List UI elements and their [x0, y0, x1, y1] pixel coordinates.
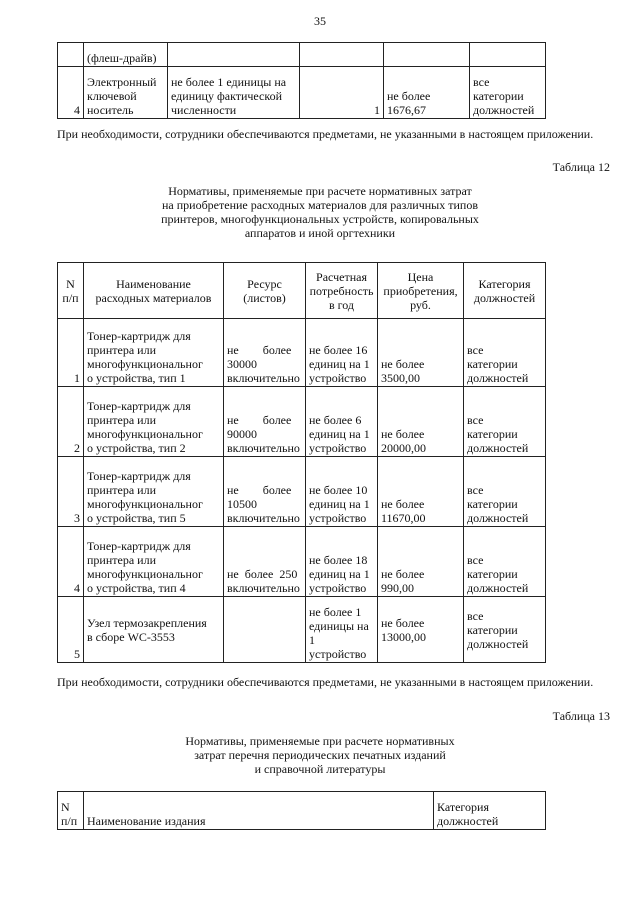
table-cell-resource: не более 90000 включительно [224, 387, 306, 457]
table-cell-category: все категории должностей [464, 387, 546, 457]
row-number: 1 [58, 319, 84, 387]
table-cell-name: Узел термозакрепления в сборе WC-3553 [84, 597, 224, 663]
row-number: 4 [58, 67, 84, 119]
table-cell-name: Тонер-картридж для принтера или многофункциональног о устройства, тип 5 [84, 457, 224, 527]
table-cell-need: не более 16 единиц на 1 устройство [306, 319, 378, 387]
table-cell-category: все категории должностей [464, 597, 546, 663]
table-row [58, 597, 546, 663]
table-cell-norm: не более 1 единицы на единицу фактической численности [168, 67, 300, 119]
table-row [58, 43, 546, 67]
table-12-label: Таблица 12 [552, 160, 610, 174]
table-header-row [58, 263, 546, 319]
table-row [58, 457, 546, 527]
note-paragraph: При необходимости, сотрудники обеспечиваются предметами, не указанными в настоящем приложении. [57, 127, 594, 141]
table-cell-price: не более 13000,00 [378, 597, 464, 663]
page-number: 35 [314, 14, 326, 28]
table-header-row [58, 792, 546, 830]
table-12 [57, 262, 546, 663]
table-cell-resource: не более 30000 включительно [224, 319, 306, 387]
table-cell-need: не более 1 единицы на 1 устройство [306, 597, 378, 663]
table-cell-price: не более 990,00 [378, 527, 464, 597]
table-cell-category: все категории должностей [464, 319, 546, 387]
row-number: 5 [58, 597, 84, 663]
table-cell-price: не более 1676,67 [384, 67, 470, 119]
table-cell-price: не более 11670,00 [378, 457, 464, 527]
header-price: Цена приобретения, руб. [378, 263, 464, 319]
table-cell-category: все категории должностей [464, 457, 546, 527]
header-category: Категория должностей [464, 263, 546, 319]
table-cell-need: не более 6 единиц на 1 устройство [306, 387, 378, 457]
row-number: 2 [58, 387, 84, 457]
table-row [58, 67, 546, 119]
table-cell-name: Тонер-картридж для принтера или многофункциональног о устройства, тип 2 [84, 387, 224, 457]
row-number: 3 [58, 457, 84, 527]
table-13-title: Нормативы, применяемые при расчете нормативных затрат перечня периодических печатных изданий и справочной литературы [185, 734, 455, 776]
header-num: N п/п [58, 792, 84, 830]
table-13 [57, 791, 546, 830]
table-row [58, 387, 546, 457]
table-cell-name: Электронный ключевой носитель [84, 67, 168, 119]
header-category: Категория должностей [434, 792, 546, 830]
table-row [58, 527, 546, 597]
table-cell-category: все категории должностей [464, 527, 546, 597]
note-paragraph: При необходимости, сотрудники обеспечиваются предметами, не указанными в настоящем приложении. [57, 675, 594, 689]
table-cell-need: не более 10 единиц на 1 устройство [306, 457, 378, 527]
row-number: 4 [58, 527, 84, 597]
header-name: Наименование расходных материалов [84, 263, 224, 319]
table-cell-resource: не более 10500 включительно [224, 457, 306, 527]
table-cell-name: (флеш-драйв) [84, 43, 168, 67]
table-cell-need: не более 18 единиц на 1 устройство [306, 527, 378, 597]
header-num: N п/п [58, 263, 84, 319]
table-cell-resource [224, 597, 306, 663]
table-cell-price: не более 20000,00 [378, 387, 464, 457]
table-cell-price: не более 3500,00 [378, 319, 464, 387]
table-13-label: Таблица 13 [552, 709, 610, 723]
table-11-tail [57, 42, 546, 119]
table-cell-category: все категории должностей [470, 67, 546, 119]
table-cell-name: Тонер-картридж для принтера или многофункциональног о устройства, тип 1 [84, 319, 224, 387]
table-row [58, 319, 546, 387]
header-resource: Ресурс (листов) [224, 263, 306, 319]
header-name: Наименование издания [84, 792, 434, 830]
table-cell-qty: 1 [300, 67, 384, 119]
table-cell-name: Тонер-картридж для принтера или многофункциональног о устройства, тип 4 [84, 527, 224, 597]
header-need: Расчетная потребность в год [306, 263, 378, 319]
table-cell-resource: не более 250 включительно [224, 527, 306, 597]
table-12-title: Нормативы, применяемые при расчете нормативных затрат на приобретение расходных материалов для различных типов принтеров, многофункциональных устройств, копировальных аппаратов и иной оргтехники [161, 184, 479, 240]
